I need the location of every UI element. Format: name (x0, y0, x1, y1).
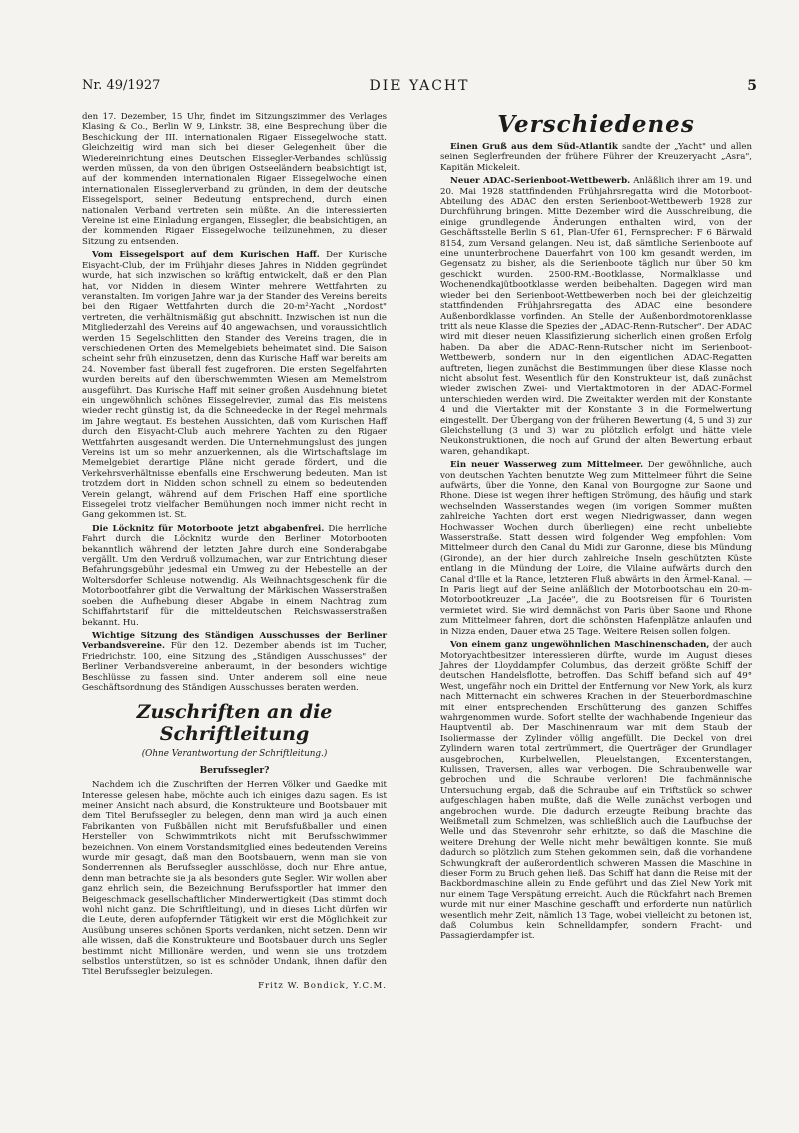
paragraph-wasserweg: Ein neuer Wasserweg zum Mittelmeer. Der gewöhnliche, auch von deutschen Yachten benutzte Weg zum Mittelmeer führt die Seine aufwärts, über die Yonne, den Kanal von Bourgogne zur Saone und Rhone. Diese ist wegen ihrer heftigen Strömung, des häufig und stark wechselnden Wasserstandes wegen (im vorigen Sommer mußten zahlreiche Yachten dort erst wegen Niedrigwasser, dann wegen Hochwasser Wochen durch überliegen) eine recht unbeliebte Wasserstraße. Statt dessen wird folgender Weg empfohlen: Vom Mittelmeer durch den Canal du Midi zur Garonne, diese bis Mündung (Gironde), an der hier durch zahlreiche Inseln geschützten Küste entlang in die Mündung der Loire, die Vilaine aufwärts durch den Canal d'Ille et la Rance, letzteren Fluß abwärts in den Ärmel-Kanal. — In Paris liegt auf der Seine anläßlich der Motorbootschau ein 20-m-Motorbootkreuzer „La Jacée", die zu Bootsreisen für 6 Touristen vermietet wird. Sie wird demnächst von Paris über Saone und Rhone zum Mittelmeer fahren, dort die schönsten Hafenplätze anlaufen und in Nizza enden, Dauer etwa 25 Tage. Weitere Reisen sollen folgen. (440, 460, 752, 637)
paragraph-adac: Neuer ADAC-Serienboot-Wettbewerb. Anläßlich ihrer am 19. und 20. Mai 1928 stattfindenden Frühjahrsregatta wird die Motorboot-Abteilung des ADAC den ersten Serienboot-Wettbewerb 1928 zur Durchführung bringen. Mitte Dezember wird die Ausschreibung, die einige grundlegende Änderungen enthalten wird, von der Geschäftsstelle Berlin S 61, Plan-Ufer 61, Fernsprecher: F 6 Bärwald 8154, zum Versand gelangen. Neu ist, daß sämtliche Serienboote auf eine ununterbrochene Dauerfahrt von 100 km gesandt werden, im Gegensatz zu bisher, als die Serienboote täglich nur über 50 km geschickt wurden. 2500-RM.-Bootklasse, Normalklasse und Wochenendkajütbootklasse werden beibehalten. Dagegen wird man wieder bei den Serienboot-Wettbewerben noch bei der gleichzeitig stattfindenden Frühjahrsregatta des ADAC eine besondere Außenbordklasse vorfinden. An Stelle der Außenbordmotorenklasse tritt als neue Klasse die Spezies der „ADAC-Renn-Rutscher". Der ADAC wird mit dieser neuen Klassifizierung sicherlich einen großen Erfolg haben. Da aber die ADAC-Renn-Rutscher nicht im Serienboot-Wettbewerb, sondern nur in den eigentlichen ADAC-Regatten auftreten, liegen zunächst die Bestimmungen über diese Klasse noch nicht absolut fest. Wesentlich für den Konstrukteur ist, daß zunächst wieder zwischen Zwei- und Viertaktmotoren in der ADAC-Formel unterschieden werden wird. Die Zweitakter werden mit der Konstante 4 und die Viertakter mit der Konstante 3 in die Formelwertung eingestellt. Der Übergang von der früheren Bewertung (4, 5 und 3) zur Gleichstellung (3 und 3) war zu plötzlich erfolgt und hätte viele Neukonstruktionen, die noch auf Grund der alten Bewertung erbaut waren, gehandikapt. (440, 176, 752, 457)
heading-maschinenschaden: Von einem ganz ungewöhnlichen Maschinenschaden, (450, 640, 710, 651)
page-header (82, 78, 757, 98)
heading-kurisches-haff: Vom Eissegelsport auf dem Kurischen Haff. (92, 250, 320, 261)
journal-title: DIE YACHT (369, 78, 470, 94)
paragraph-sitzung: Wichtige Sitzung des Ständigen Ausschusses der Berliner Verbandsvereine. Für den 12. Dezember abends ist im Tucher, Friedrichstr. 100, eine Sitzung des „Ständigen Ausschusses" der Berliner Verbandsvereine anberaumt, in der besonders wichtige Beschlüsse zu fassen sind. Unter anderem soll eine neue Geschäftsordnung des Ständigen Ausschusses beraten werden. (82, 630, 387, 693)
section-title-verschiedenes: Verschiedenes (497, 111, 695, 138)
berufssegler-heading: Berufssegler? (199, 765, 270, 776)
paragraph-kurisches-haff: Vom Eissegelsport auf dem Kurischen Haff. Der Kurische Eisyacht-Club, der im Frühjahr dieses Jahres in Nidden gegründet wurde, hat sich inzwischen so kräftig entwickelt, daß er den Plan hat, vor Nidden in diesem Winter mehrere Wettfahrten zu veranstalten. Im vorigen Jahre war ja der Stander des Vereins bereits bei den Rigaer Wettfahrten durch die 20-m²-Yacht „Nordost" vertreten, die verhältnismäßig gut abschnitt. Inzwischen ist nun die Mitgliederzahl des Vereins auf 40 angewachsen, und voraussichtlich werden 15 Segelschlitten den Stander des Vereins tragen, die in verschiedenen Orten des Memelgebiets beheimatet sind. Die Saison scheint sehr früh einzusetzen, denn das Kurische Haff war bereits am 24. November fast überall fest zugefroren. Die ersten Segelfahrten wurden bereits auf den überschwemmten Wiesen am Memelstrom ausgeführt. Das Kurische Haff mit seiner großen Ausdehnung bietet ein ungewöhnlich schönes Eissegelrevier, zumal das Eis meistens wieder recht günstig ist, da die Schneedecke in der Regel mehrmals im Jahre wegtaut. Es bestehen Aussichten, daß vom Kurischen Haff durch den Eisyacht-Club auch mehrere Yachten zu den Rigaer Wettfahrten ausgesandt werden. Die Unternehmungslust des jungen Vereins ist um so mehr anzuerkennen, als die Wirtschaftslage im Memelgebiet derartige Pläne nicht gerade fördert, und die Verkehrsverhältnisse ebenfalls eine Erschwerung bedeuten. Man ist trotzdem dort in Nidden schon schnell zu einem so bedeutenden Verein gelangt, während auf dem Frischen Haff eine sportliche Eissegelei trotz vielfacher Bemühungen noch immer nicht recht in Gang gekommen ist. St. (82, 250, 387, 521)
page-number: 5 (747, 78, 757, 94)
paragraph-eissegelwoche: den 17. Dezember, 15 Uhr, findet im Sitzungszimmer des Verlages Klasing & Co., Berlin W 9, Linkstr. 38, eine Besprechung über die Beschickung der III. internationalen Rigaer Eissegelwoche statt. Gleichzeitig wird man sich bei dieser Gelegenheit über die Wiedereinrichtung eines Deutschen Eissegler-Verbandes schlüssig werden müssen, da von den übrigen Ostseeländern beabsichtigt ist, auf der kommenden internationalen Rigaer Eissegelwoche einen internationalen Eisseglerverband zu gründen, in dem der deutsche Eissegelsport, seiner Bedeutung entsprechend, durch einen nationalen Verband vertreten sein müßte. An die interessierten Vereine ist eine Einladung ergangen, Eissegler, die beabsichtigen, an der kommenden Rigaer Eissegelwoche teilzunehmen, zu dieser Sitzung zu entsenden. (82, 112, 387, 247)
issue-number: Nr. 49/1927 (82, 78, 161, 93)
author-initials: St. (174, 510, 187, 521)
heading-wasserweg: Ein neuer Wasserweg zum Mittelmeer. (450, 460, 644, 471)
paragraph-berufssegler: Nachdem ich die Zuschriften der Herren Völker und Gaedke mit Interesse gelesen habe, möchte auch ich einiges dazu sagen. Es ist meiner Ansicht nach absurd, die Konstrukteure und Bootsbauer mit dem Titel Berufssegler zu belegen, denn man wird ja auch einen Fabrikanten von Fußbällen nicht mit Berufsfußballer und einen Hersteller von Schwimmtrikots nicht mit Berufsschwimmer bezeichnen. Von einem Vorstandsmitglied eines bedeutenden Vereins wurde mir gesagt, daß man den Bootsbauern, wenn man sie von Sonderrennen als Berufssegler ausschlösse, doch nur Ehre antue, denn man betrachte sie ja als besonders gute Segler. Wir wollen aber ganz ehrlich sein, die Bezeichnung Berufssportler hat immer den Beigeschmack gesellschaftlicher Minderwertigkeit (Das stimmt doch wohl nicht ganz. Die Schriftleitung), und in dieses Licht dürfen wir die Leute, deren aufopfernder Tätigkeit wir erst die Möglichkeit zur Ausübung unseres schönen Sports verdanken, nicht setzen. Denn wir alle wissen, daß die Konstrukteure und Bootsbauer durch uns Segler bestimmt nicht Millionäre werden, und wenn sie uns trotzdem selbstlos unterstützen, so ist es schnöder Undank, ihnen dafür den Titel Berufssegler beizulegen. (82, 780, 387, 978)
heading-loecknitz: Die Löcknitz für Motorboote jetzt abgabenfrei. (92, 523, 325, 534)
paragraph-maschinenschaden: Von einem ganz ungewöhnlichen Maschinenschaden, der auch Motoryachtbesitzer interessieren dürfte, wurde im August dieses Jahres der Lloyddampfer Columbus, das derzeit größte Schiff der deutschen Handelsflotte, betroffen. Das Schiff befand sich auf 49° West, ungefähr noch ein Drittel der Entfernung vor New York, als kurz nach Mitternacht ein schweres Krachen in der Steuerbordmaschine mit einer entsprechenden Erschütterung des ganzen Schiffes wahrgenommen wurde. Sofort stellte der wachhabende Ingenieur das Hauptventil ab. Der Maschinenraum war mit dem Staub der Isoliermasse der Zylinder völlig angefüllt. Die Deckel von drei Zylindern waren total zertrümmert, die Querträger der Grundlager ausgebrochen, Kurbelwellen, Pleuelstangen, Excenterstangen, Kulissen, Traversen, alles war verbogen. Die Schraubenwelle war gebrochen und die Schraube verloren! Die fachmännische Untersuchung ergab, daß die Schraube auf ein Triftstück so schwer aufgeschlagen haben mußte, daß die Welle zunächst verbogen und angebrochen wurde. Die dadurch erzeugte Reibung brachte das Weißmetall zum Schmelzen, was schließlich auch die Laufbuchse der Welle und das Stevenrohr sehr erhitzte, so daß die Maschine die weitere Drehung der Welle nicht mehr bewältigen konnte. Sie muß dadurch so plötzlich zum Stehen gekommen sein, daß die vorhandene Schwungkraft der außerordentlich schweren Massen die Maschine in dieser Form zu Bruch gehen ließ. Das Schiff hat dann die Reise mit der Backbordmaschine allein zu Ende geführt und das Ziel New York mit nur einem Tage Verspätung erreicht. Auch die Rückfahrt nach Bremen wurde mit nur einer Maschine geschafft und erforderte nun natürlich wesentlich mehr Zeit, nämlich 13 Tage, wobei vielleicht zu betonen ist, daß Columbus kein Schnelldampfer, sondern Fracht- und Passagierdampfer ist. (440, 640, 752, 942)
heading-gruss: Einen Gruß aus dem Süd-Atlantik (450, 142, 618, 152)
heading-sitzung: Wichtige Sitzung des Ständigen Ausschusses der Berliner Verbandsvereine. (82, 630, 387, 652)
zuschriften-title: Zuschriften an die Schriftleitung (136, 701, 333, 746)
right-column (440, 112, 752, 945)
paragraph-loecknitz: Die Löcknitz für Motorboote jetzt abgabenfrei. Die herrliche Fahrt durch die Löcknitz wurde den Berliner Motorbooten bekanntlich während der letzten Jahre durch eine Sonderabgabe vergällt. Um den Verdruß vollzumachen, war zur Entrichtung dieser Befahrungsgebühr jedesmal ein Umweg zu der Hebestelle an der Woltersdorfer Schleuse notwendig. Als Weihnachtsgeschenk für die Motorbootfahrer gibt die Verwaltung der Märkischen Wasserstraßen soeben die Aufhebung dieser Abgabe in einem Nachtrag zum Schiffahrtstarif für die mitteldeutschen Reichswasserstraßen bekannt. Hu. (82, 523, 387, 628)
left-column (82, 112, 387, 991)
author-initials: Hu. (122, 617, 139, 628)
paragraph-gruss: Einen Gruß aus dem Süd-Atlantik sandte der „Yacht" und allen seinen Seglerfreunden der frühere Führer der Kreuzeryacht „Asra", Kapitän Mickeleit. (440, 142, 752, 173)
letter-signature: Fritz W. Bondick, Y.C.M. (258, 980, 387, 991)
heading-adac: Neuer ADAC-Serienboot-Wettbewerb. (450, 176, 631, 187)
zuschriften-subtitle: (Ohne Verantwortung der Schriftleitung.) (141, 749, 328, 760)
